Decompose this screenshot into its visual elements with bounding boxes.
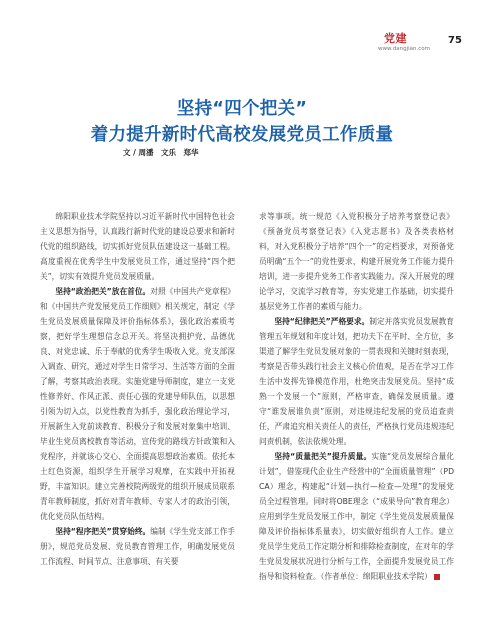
page-number: 75 — [448, 35, 462, 46]
paragraph: 绵阳职业技术学院坚持以习近平新时代中国特色社会主义思想为指导，认真践行新时代党的建设总要求和新时代党的组织路线，切实抓好党员队伍建设这一基础工程。高度重视在优秀学生中发展党员工作，通过坚持“四个把关”，切实有效提升党员发展质量。 — [40, 212, 235, 281]
left-column — [40, 209, 235, 569]
article-byline: 文 / 周潘 文乐 郑华 — [123, 148, 199, 157]
paragraph: 求等事项。统一规范《入党积极分子培养考察登记表》《预备党员考察登记表》《入党志愿书》及各类表格材料，对入党积极分子培养“四个一”的定档要求，对预备党员明确“五个一”的党性要求，构建开展党务工作能力提升培训，进一步提升党务工作者实践能力。深入开展党的理论学习，交流学习教育等，夯实党建工作基础，切实提升基层党务工作者的素质与能力。 — [259, 212, 454, 311]
page-header — [0, 0, 484, 70]
paragraph: 坚持“纪律把关”严格要求。制定并落实党员发展教育管理五年规划和年度计划，把功夫下在平时、全方位，多渠道了解学生党员发展对象的一贯表现和关键时刻表现，考察是否带头践行社会主义核心价值观，是否在学习工作生活中发挥先锋模范作用，杜绝突击发展党员。坚持“成熟一个发展一个”原则，严格审查，确保发展质量。遵守“谁发展谁负责”原则，对违规违纪发展的党员追查责任，严肃追究相关责任人的责任，严格执行党员违规违纪问责机制，依法依规处理。 — [259, 317, 454, 446]
end-mark-icon — [434, 574, 440, 580]
paragraph: 坚持“政治把关”放在首位。对照《中国共产党章程》和《中国共产党发展党员工作细则》相关规定，制定《学生党员发展质量保障及评价指标体系》，强化政治素质考察，把好学生理想信念总开关。将坚决拥护党、品德优良、对党忠诚、乐于奉献的优秀学生吸收入党。党支部深入调查、研究，通过对学生日常学习、生活等方面的全面了解，考察其政治表现。实施党建导师制度，建立一支党性修养好、作风正派、责任心强的党建导师队伍，以思想引领为切入点，以党性教育为抓手，强化政治理论学习，开展新生入党前谈教育、积极分子和发展对象集中培训、毕业生党员离校教育等活动，宣传党的路线方针政策和入党程序，并就该心交心、全面提高思想政治素质。依托本土红色资源，组织学生开展学习观摩，在实践中开拓视野，丰富知识。建立完善校院两级党的组织开展成员联系青年教师制度，抓好对青年教师、专家人才的政治引领，优化党员队伍结构。 — [40, 287, 235, 521]
article-title-line1: 坚持“四个把关” — [176, 99, 308, 119]
paragraph: 坚持“程序把关”贯穿始终。编制《学生党支部工作手册》，规范党员发展、党员教育管理工作，明确发展党员工作流程、时间节点、注意事项、有关要 — [40, 527, 235, 566]
article-title-line2: 着力提升新时代高校发展党员工作质量 — [90, 125, 394, 145]
magazine-logo: 党建 — [384, 32, 407, 45]
right-column — [259, 209, 454, 584]
site-url: www.dangjian.com — [378, 46, 430, 52]
paragraph: 坚持“质量把关”提升质量。实施“党员发展综合量化计划”，借鉴现代企业生产经营中的“全面质量管理”（PDCA）理念，构建起“计划—执行—检查—处理”的发展党员全过程管理。同时将OBE理念（“成果导向”教育理念）应用到学生党员发展工作中，制定《学生党员发展质量保障及评价指标体系量表》，切实做好组织育人工作。建立党员学生党员工作定期分析和排除检查制度，在对年的学生党员发展状况进行分析与工作，全面提升发展党员工作指导和资料检查。（作者单位：绵阳职业技术学院） — [259, 452, 455, 581]
